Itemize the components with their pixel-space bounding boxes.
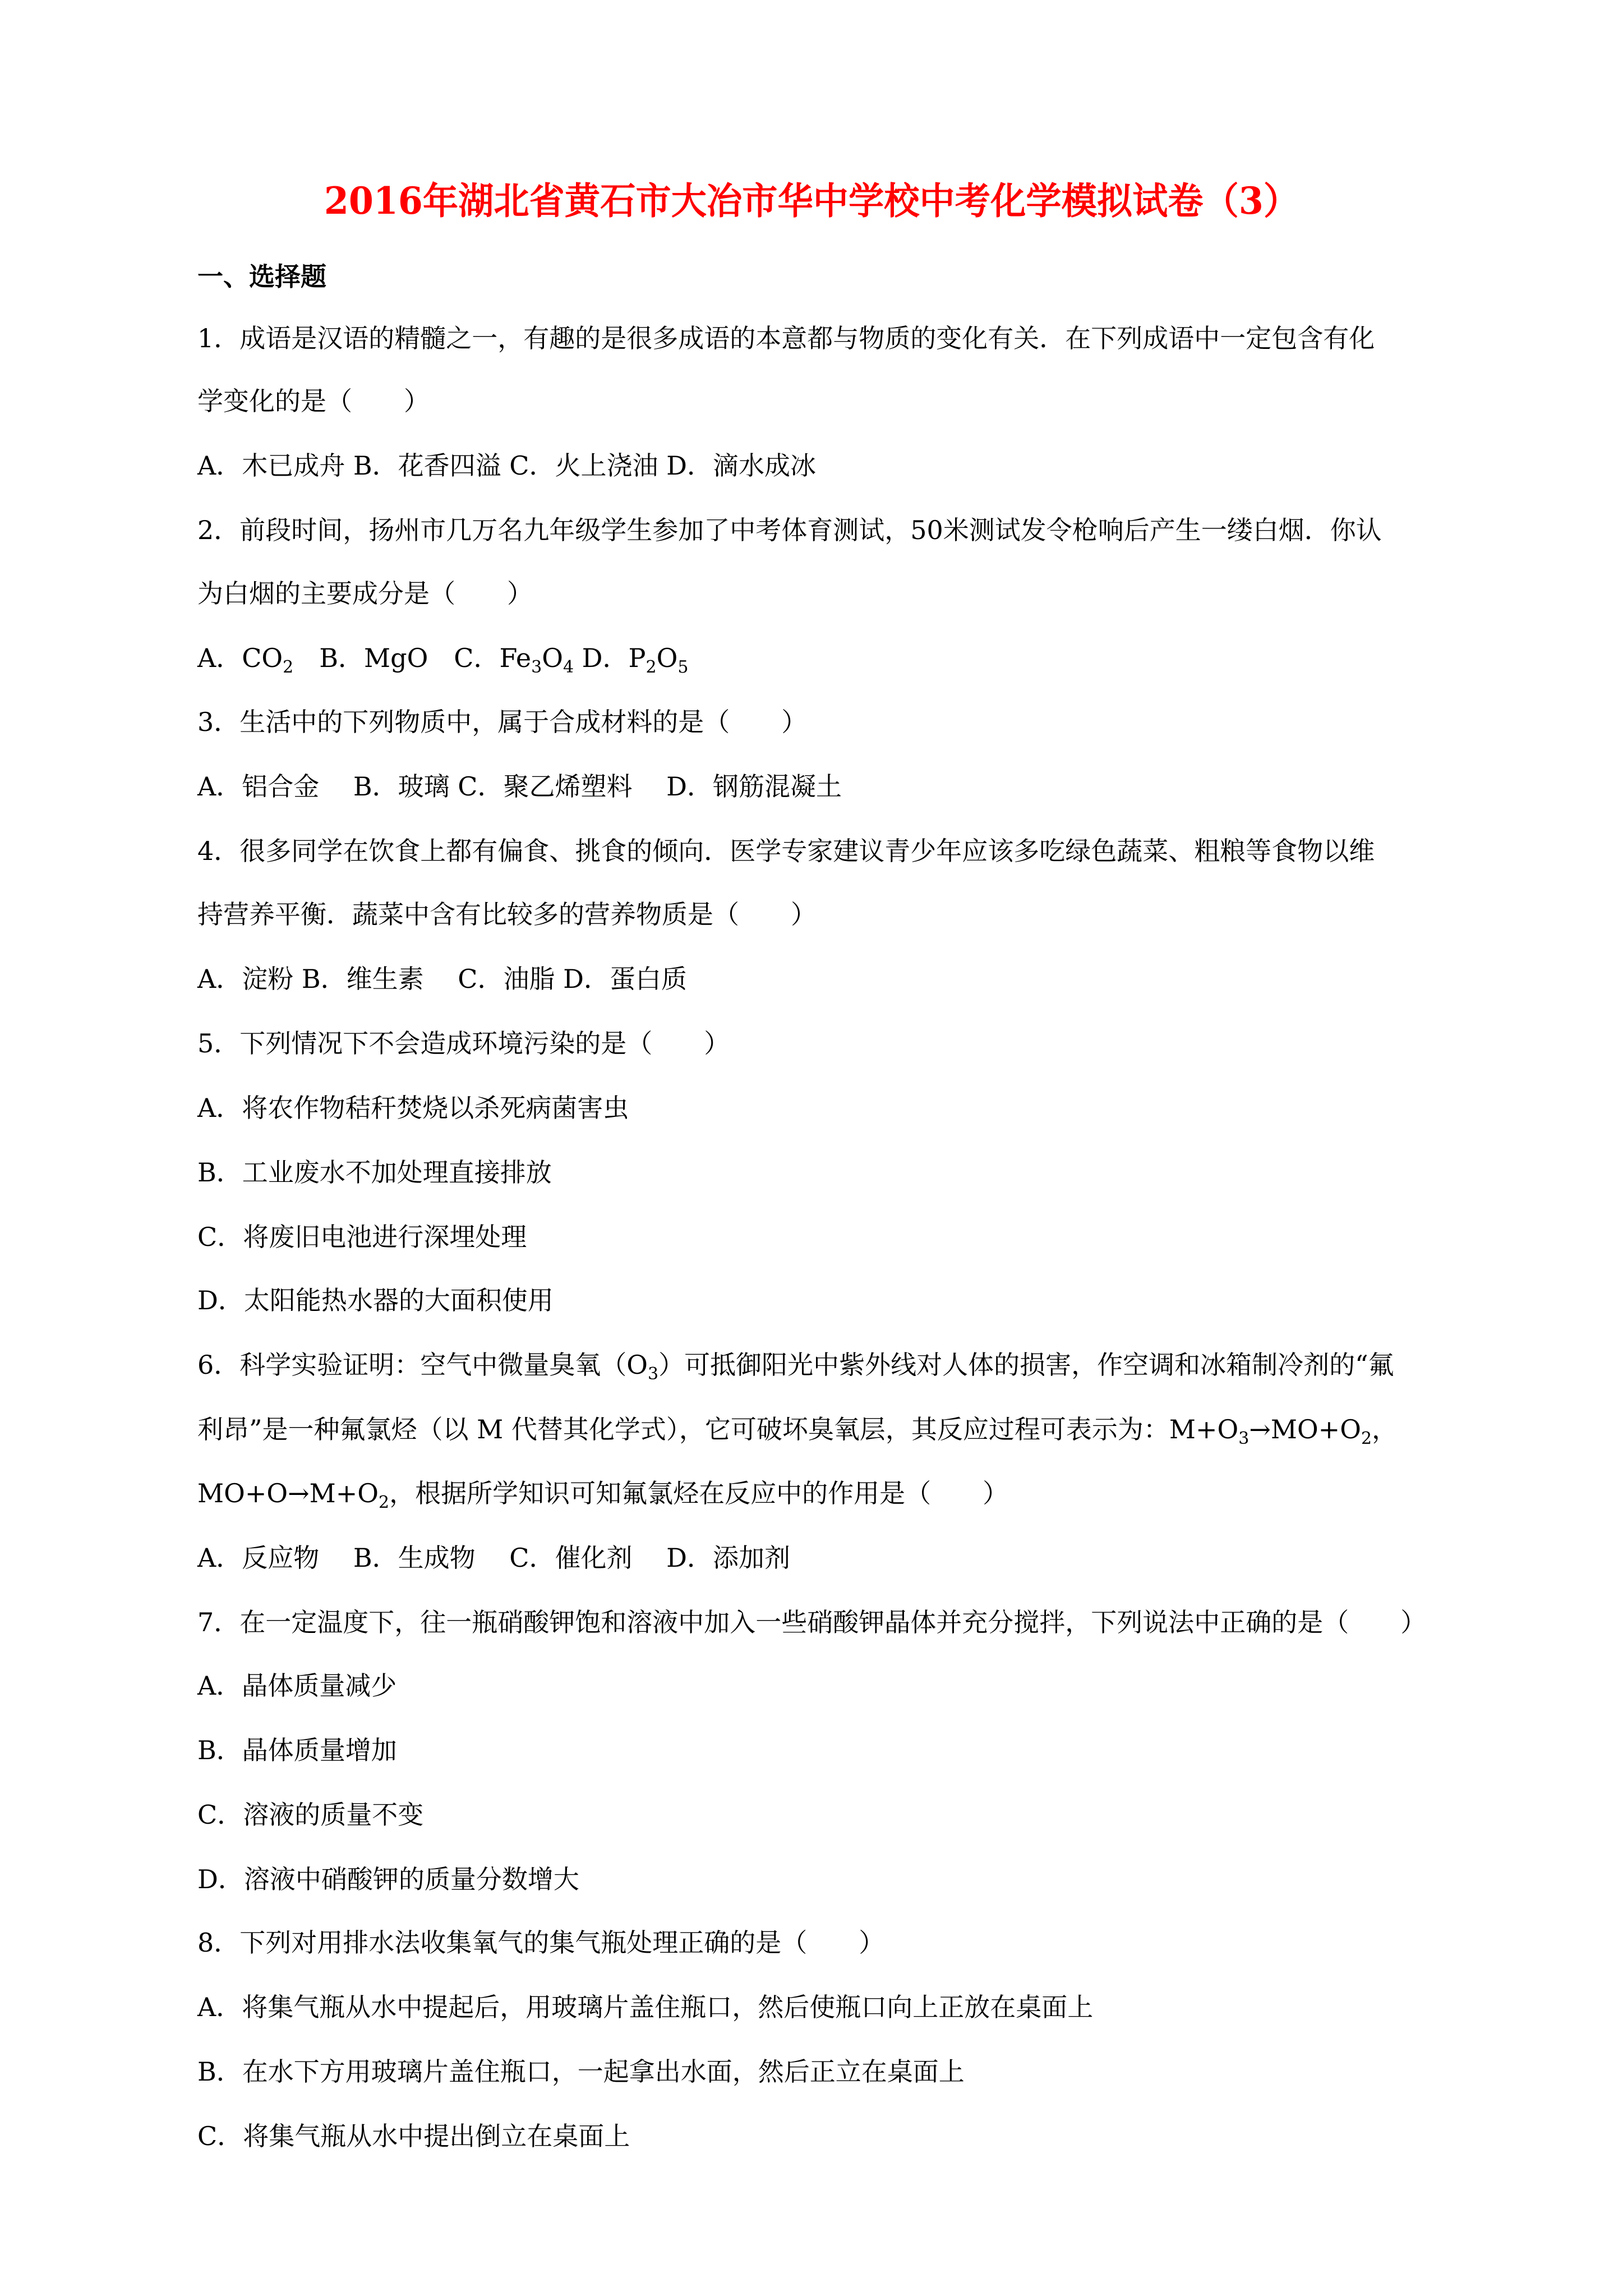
- q2-option-a: A．CO: [197, 643, 283, 673]
- q2-option-d-mid: O: [656, 643, 678, 673]
- q2-option-c-subscript2: 4: [562, 657, 574, 677]
- q3-options: A．铝合金 B．玻璃 C．聚乙烯塑料 D．钢筋混凝土: [197, 771, 842, 802]
- q6-line3-subscript: 2: [378, 1493, 390, 1512]
- q2-option-d-subscript2: 5: [677, 657, 689, 677]
- q4-stem-line2: 持营养平衡．蔬菜中含有比较多的营养物质是（ ）: [197, 899, 817, 930]
- q3-stem-line1: 3．生活中的下列物质中，属于合成材料的是（ ）: [197, 707, 808, 737]
- q8-option-a: A．将集气瓶从水中提起后，用玻璃片盖住瓶口，然后使瓶口向上正放在桌面上: [197, 1992, 1094, 2022]
- q2-option-d-subscript1: 2: [645, 657, 657, 677]
- q2-options: [197, 641, 688, 675]
- q4-stem-line1: 4．很多同学在饮食上都有偏食、挑食的倾向．医学专家建议青少年应该多吃绿色蔬菜、粗粮等食物以维: [197, 836, 1375, 866]
- q8-stem-line1: 8．下列对用排水法收集氧气的集气瓶处理正确的是（ ）: [197, 1927, 885, 1958]
- q6-line1-subscript: 3: [647, 1364, 659, 1384]
- q6-line2-subscript2: 2: [1361, 1429, 1372, 1448]
- q1-stem-line1: 1．成语是汉语的精髓之一，有趣的是很多成语的本意都与物质的变化有关．在下列成语中一定包含有化: [197, 323, 1375, 353]
- q5-option-d: D．太阳能热水器的大面积使用: [197, 1285, 554, 1315]
- q7-option-b: B．晶体质量增加: [197, 1735, 397, 1765]
- q2-stem-line1: 2．前段时间，扬州市几万名九年级学生参加了中考体育测试，50米测试发令枪响后产生一缕白烟．你认: [197, 515, 1382, 545]
- q6-line2-subscript1: 3: [1238, 1429, 1249, 1448]
- q6-stem-line1: [197, 1348, 1394, 1382]
- q6-line3-post: ，根据所学知识可知氟氯烃在反应中的作用是（ ）: [389, 1478, 1009, 1508]
- q5-stem-line1: 5．下列情况下不会造成环境污染的是（ ）: [197, 1028, 730, 1059]
- q1-stem-line2: 学变化的是（ ）: [197, 386, 430, 416]
- q6-stem-line3: [197, 1476, 1008, 1510]
- q8-option-c: C．将集气瓶从水中提出倒立在桌面上: [197, 2121, 630, 2151]
- q7-option-a: A．晶体质量减少: [197, 1671, 397, 1701]
- q2-option-d: D．P: [574, 643, 646, 673]
- q6-line2-post: ，: [1372, 1414, 1398, 1444]
- q6-line1-pre: 6．科学实验证明：空气中微量臭氧（O: [197, 1350, 648, 1380]
- q7-option-c: C．溶液的质量不变: [197, 1800, 424, 1830]
- q6-stem-line2: [197, 1412, 1398, 1446]
- q5-option-c: C．将废旧电池进行深埋处理: [197, 1222, 527, 1252]
- q6-line2-pre: 利昂”是一种氟氯烃（以 M 代替其化学式），它可破坏臭氧层，其反应过程可表示为：M+O: [197, 1414, 1239, 1444]
- q6-line3-pre: MO+O→M+O: [197, 1478, 379, 1508]
- q6-line1-post: ）可抵御阳光中紫外线对人体的损害，作空调和冰箱制冷剂的“氟: [658, 1350, 1394, 1380]
- q6-options: A．反应物 B．生成物 C．催化剂 D．添加剂: [197, 1543, 790, 1573]
- q8-option-b: B．在水下方用玻璃片盖住瓶口，一起拿出水面，然后正立在桌面上: [197, 2056, 965, 2087]
- q7-stem-line1: 7．在一定温度下，往一瓶硝酸钾饱和溶液中加入一些硝酸钾晶体并充分搅拌，下列说法中正确的是（ ）: [197, 1607, 1427, 1637]
- q5-option-a: A．将农作物秸秆焚烧以杀死病菌害虫: [197, 1093, 629, 1123]
- exam-title: 2016年湖北省黄石市大冶市华中学校中考化学模拟试卷（3）: [324, 179, 1299, 223]
- q2-option-c-subscript1: 3: [531, 657, 542, 677]
- q5-option-b: B．工业废水不加处理直接排放: [197, 1157, 552, 1188]
- q4-options: A．淀粉 B．维生素 C．油脂 D．蛋白质: [197, 964, 687, 994]
- section-heading: 一、选择题: [197, 261, 326, 292]
- q2-option-b-c: B．MgO C．Fe: [293, 643, 532, 673]
- q2-option-c-mid: O: [542, 643, 563, 673]
- q2-option-a-subscript: 2: [283, 657, 294, 677]
- q2-stem-line2: 为白烟的主要成分是（ ）: [197, 578, 533, 609]
- q1-options: A．木已成舟 B．花香四溢 C．火上浇油 D．滴水成冰: [197, 450, 816, 481]
- q6-line2-mid: →MO+O: [1249, 1414, 1361, 1444]
- q7-option-d: D．溶液中硝酸钾的质量分数增大: [197, 1864, 579, 1894]
